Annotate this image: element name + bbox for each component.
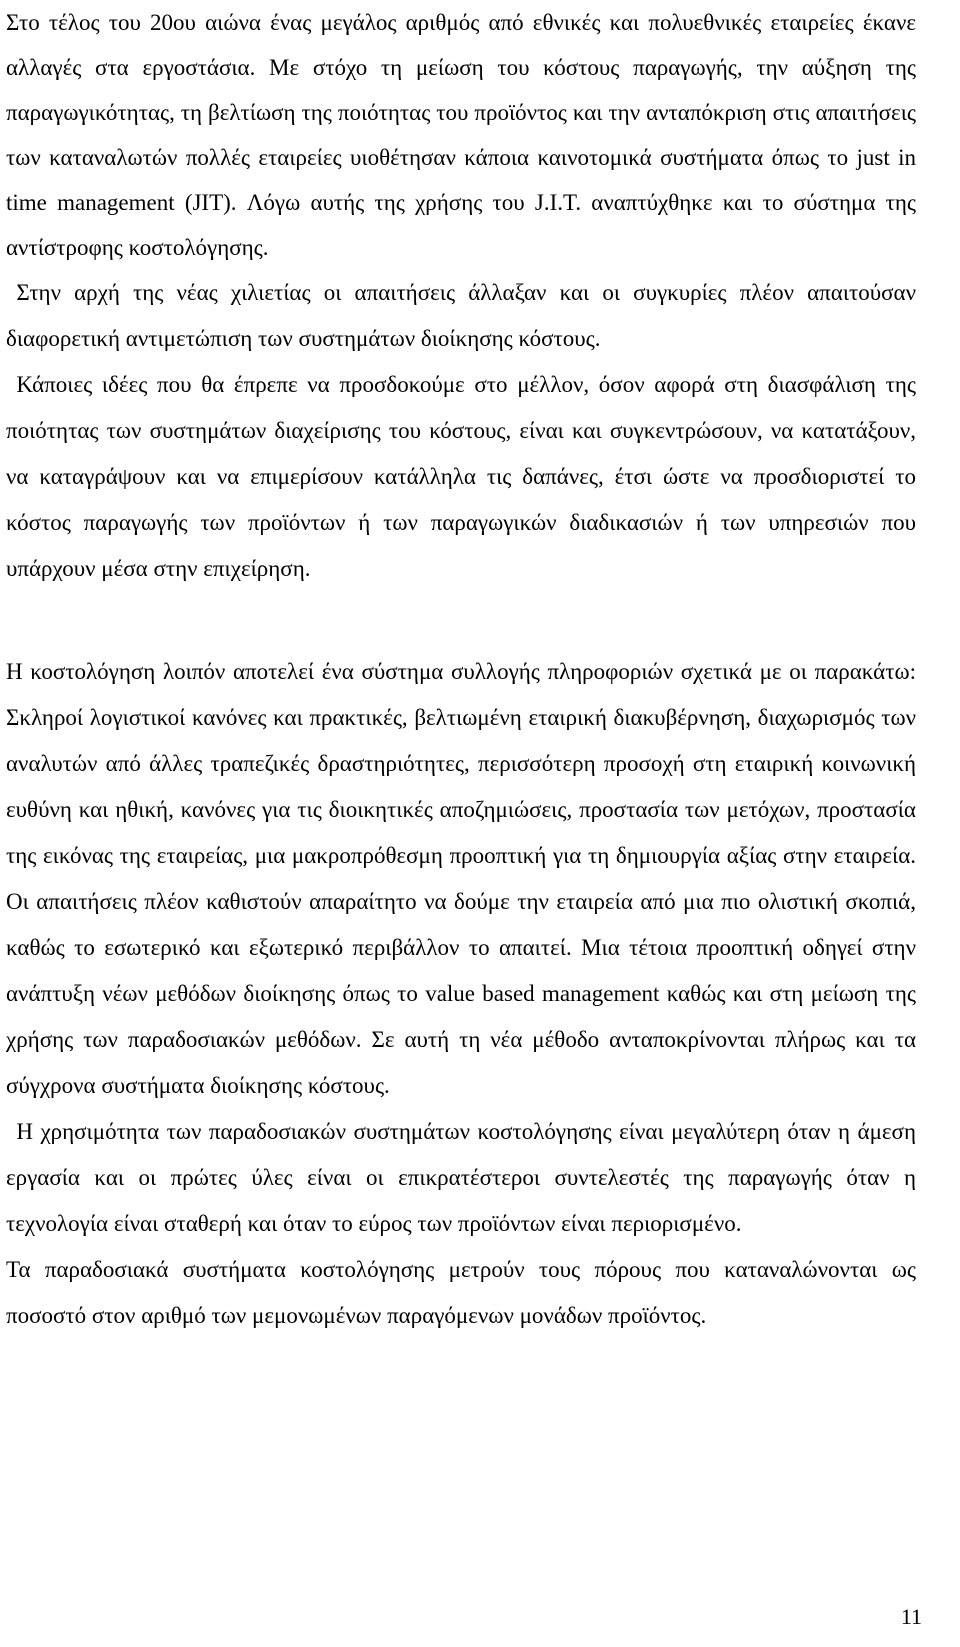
paragraph-jit-introduction: Στο τέλος του 20ου αιώνα ένας μεγάλος αριθμός από εθνικές και πολυεθνικές εταιρείες έκανε αλλαγές στα εργοστάσια. Με στόχο τη μείωση του κόστους παραγωγής, την αύξηση της παραγωγικότητας, τη βελτίωση της ποιότητας του προϊόντος και την ανταπόκριση στις απαιτήσεις των καταναλωτών πολλές εταιρείες υιοθέτησαν κάποια καινοτομικά συστήματα όπως το just in time management (JIT). Λόγω αυτής της χρήσης του J.I.T. αναπτύχθηκε και το σύστημα της αντίστροφης κοστολόγησης.: [6, 10, 916, 260]
paragraph-traditional-usefulness: Η χρησιμότητα των παραδοσιακών συστημάτων κοστολόγησης είναι μεγαλύτερη όταν η άμεση εργασία και οι πρώτες ύλες είναι οι επικρατέστεροι συντελεστές της παραγωγής όταν η τεχνολογία είναι σταθερή και όταν το εύρος των προϊόντων είναι περιορισμένο.: [6, 1119, 916, 1236]
paragraph-future-ideas: Κάποιες ιδέες που θα έπρεπε να προσδοκούμε στο μέλλον, όσον αφορά στη διασφάλιση της ποιότητας των συστημάτων διαχείρισης του κόστους, είναι και συγκεντρώσουν, να κατατάξουν, να καταγράψουν και να επιμερίσουν κατάλληλα τις δαπάνες, έτσι ώστε να προσδιοριστεί το κόστος παραγωγής των προϊόντων ή των παραγωγικών διαδικασιών ή των υπηρεσιών που υπάρχουν μέσα στην επιχείρηση.: [6, 372, 916, 581]
paragraph-costing-definition: Η κοστολόγηση λοιπόν αποτελεί ένα σύστημα συλλογής πληροφοριών σχετικά με οι παρακάτω: Σκληροί λογιστικοί κανόνες και πρακτικές, βελτιωμένη εταιρική διακυβέρνηση, διαχωρισμός των αναλυτών από άλλες τραπεζικές δραστηριότητες, περισσότερη προσοχή στη εταιρική κοινωνική ευθύνη και ηθική, κανόνες για τις διοικητικές αποζημιώσεις, προστασία των μετόχων, προστασία της εικόνας της εταιρείας, μια μακροπρόθεσμη προοπτική για τη δημιουργία αξίας στην εταιρεία. Οι απαιτήσεις πλέον καθιστούν απαραίτητο να δούμε την εταιρεία από μια πιο ολιστική σκοπιά, καθώς το εσωτερικό και εξωτερικό περιβάλλον το απαιτεί. Μια τέτοια προοπτική οδηγεί στην ανάπτυξη νέων μεθόδων διοίκησης όπως το value based management καθώς και στη μείωση της χρήσης των παραδοσιακών μεθόδων. Σε αυτή τη νέα μέθοδο ανταποκρίνονται πλήρως και τα σύγχρονα συστήματα διοίκησης κόστους.: [6, 659, 916, 1098]
document-page: [6, 0, 916, 1339]
paragraph-traditional-measurement: Τα παραδοσιακά συστήματα κοστολόγησης μετρούν τους πόρους που καταναλώνονται ως ποσοστό στον αριθμό των μεμονωμένων παραγόμενων μονάδων προϊόντος.: [6, 1257, 916, 1328]
page-number: 11: [900, 1604, 922, 1629]
paragraph-new-millennium: Στην αρχή της νέας χιλιετίας οι απαιτήσεις άλλαξαν και οι συγκυρίες πλέον απαιτούσαν διαφορετική αντιμετώπιση των συστημάτων διοίκησης κόστους.: [6, 280, 916, 351]
